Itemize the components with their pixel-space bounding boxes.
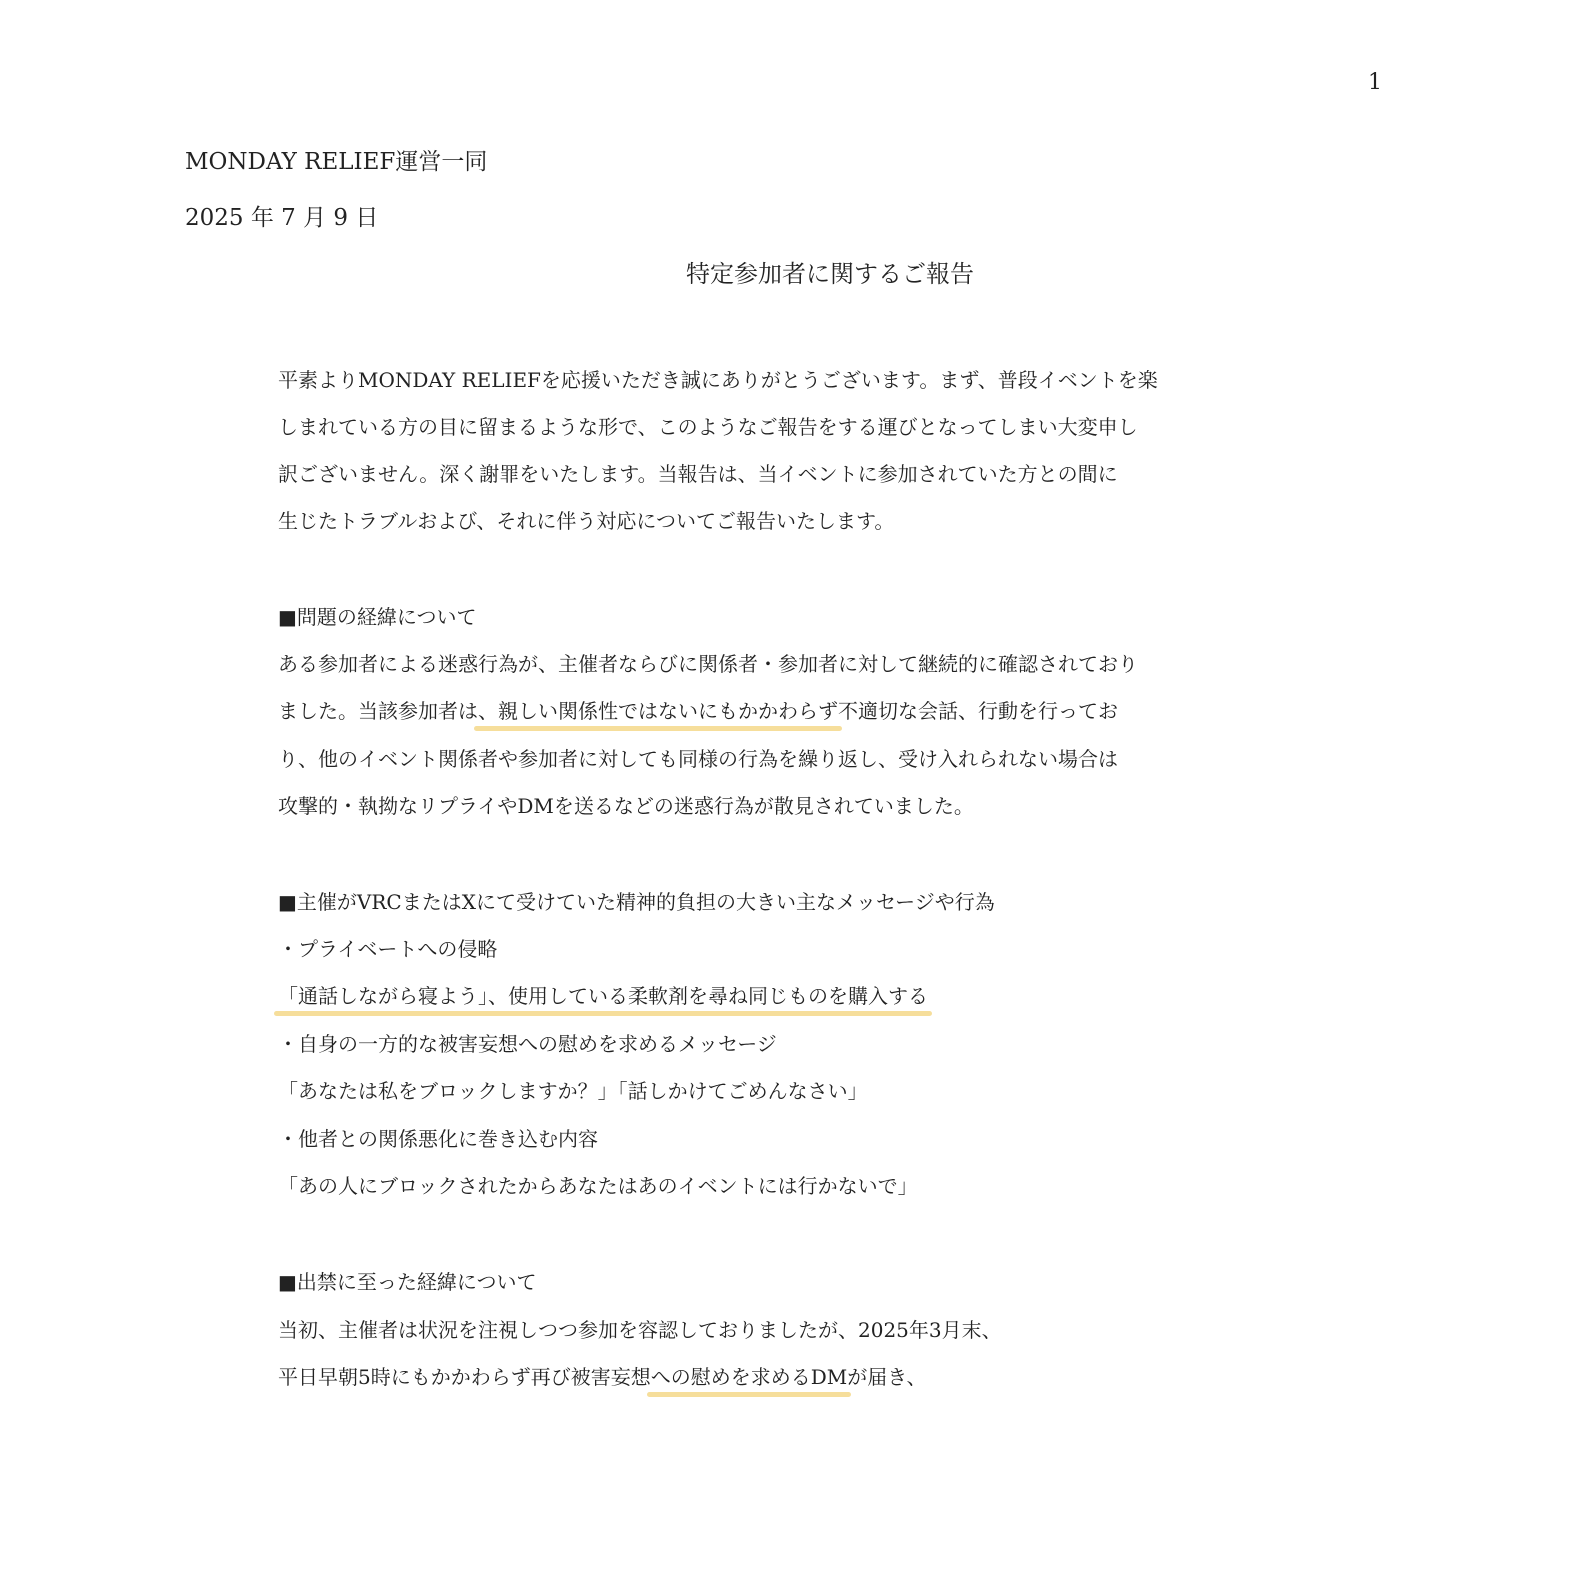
text: 不適切な会話、行動を行ってお: [838, 699, 1118, 723]
intro-line: 訳ございません。深く謝罪をいたします。当報告は、当イベントに参加されていた方との間に: [278, 462, 1118, 486]
body-line: [278, 1363, 926, 1391]
intro-line: しまれている方の目に留まるような形で、このようなご報告をする運びとなってしまい大変申し: [278, 415, 1138, 439]
body-line: 攻撃的・執拗なリプライやDMを送るなどの迷惑行為が散見されていました。: [278, 794, 974, 818]
item-quote: [278, 982, 928, 1010]
section-heading: ■出禁に至った経緯について: [278, 1270, 537, 1294]
highlighted-text: 、親しい関係性ではないにもかかわらず: [478, 699, 838, 723]
organization-name: MONDAY RELIEF運営一同: [185, 149, 488, 175]
text: が届き、: [847, 1365, 927, 1389]
item-quote: 「あなたは私をブロックしますか？」「話しかけてごめんなさい」: [278, 1079, 868, 1103]
item-label: ・他者との関係悪化に巻き込む内容: [278, 1127, 598, 1151]
highlighted-text: 「通話しながら寝よう」、使用している柔軟剤を尋ね同じものを購入する: [278, 984, 928, 1008]
item-quote: 「あの人にブロックされたからあなたはあのイベントには行かないで」: [278, 1174, 918, 1198]
body-line: ある参加者による迷惑行為が、主催者ならびに関係者・参加者に対して継続的に確認されており: [278, 652, 1138, 676]
document-title: 特定参加者に関するご報告: [686, 260, 974, 288]
intro-line: 平素よりMONDAY RELIEFを応援いただき誠にありがとうございます。まず、普段イベントを楽: [278, 368, 1158, 392]
intro-line: 生じたトラブルおよび、それに伴う対応についてご報告いたします。: [278, 509, 895, 533]
section-heading: ■問題の経緯について: [278, 605, 477, 629]
report-date: 2025 年 7 月 9 日: [185, 205, 379, 231]
text: 平日早朝5時にもかかわらず再び被害妄想: [278, 1365, 651, 1389]
item-label: ・プライベートへの侵略: [278, 937, 498, 961]
body-line: 当初、主催者は状況を注視しつつ参加を容認しておりましたが、2025年3月末、: [278, 1318, 1002, 1342]
item-label: ・自身の一方的な被害妄想への慰めを求めるメッセージ: [278, 1032, 777, 1056]
section-heading: ■主催がVRCまたはXにて受けていた精神的負担の大きい主なメッセージや行為: [278, 890, 995, 914]
body-line: [278, 697, 1118, 725]
text: ました。当該参加者は: [278, 699, 478, 723]
page-number: 1: [1368, 70, 1382, 95]
body-line: り、他のイベント関係者や参加者に対しても同様の行為を繰り返し、受け入れられない場合は: [278, 747, 1118, 771]
highlighted-text: への慰めを求めるDM: [650, 1365, 848, 1389]
